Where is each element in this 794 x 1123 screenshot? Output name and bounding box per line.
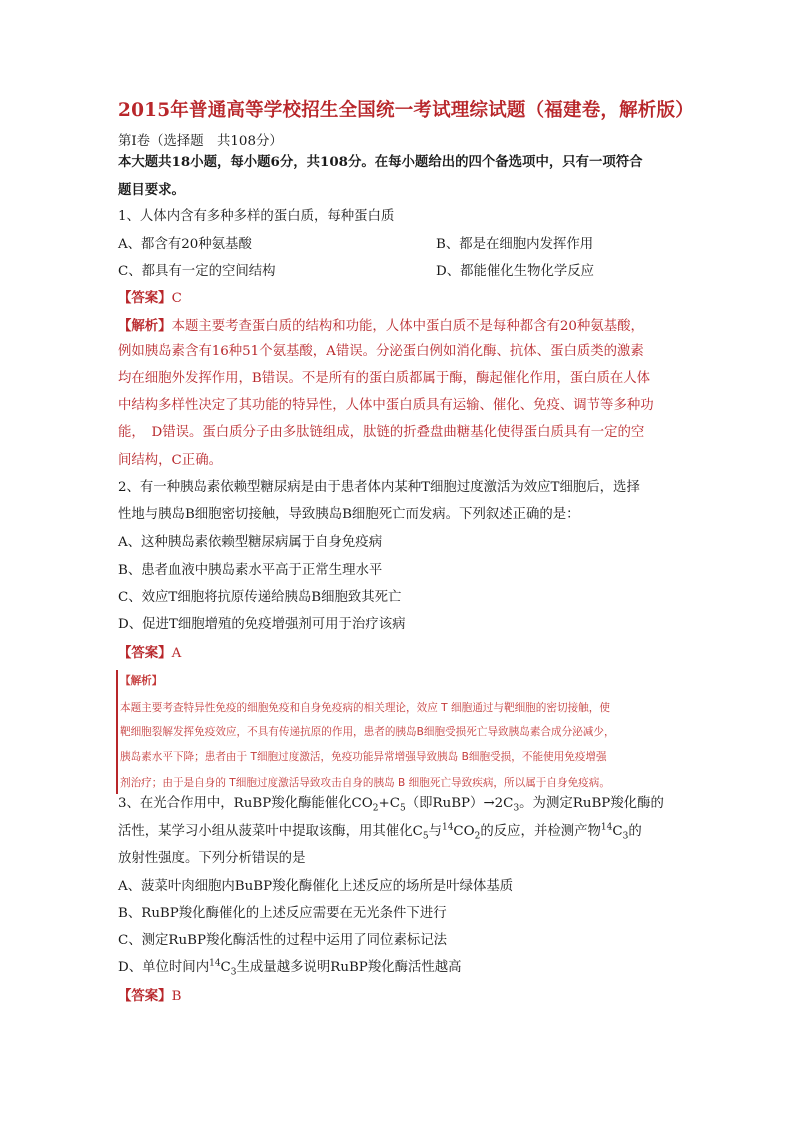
q2-option-c: C、效应T细胞将抗原传递给胰岛B细胞致其死亡 bbox=[118, 590, 402, 605]
q3-option-c: C、测定RuBP羧化酶活性的过程中运用了同位素标记法 bbox=[118, 933, 448, 948]
subscript: 3 bbox=[622, 831, 629, 842]
q1-analysis-line-4: 中结构多样性决定了其功能的特异性，人体中蛋白质具有运输、催化、免疫、调节等多种功 bbox=[118, 398, 654, 413]
q2-answer bbox=[118, 643, 181, 664]
q2-analysis-line-1: 本题主要考查特异性免疫的细胞免疫和自身免疫病的相关理论，效应 T 细胞通过与靶细胞的密切接触，使 bbox=[120, 702, 610, 714]
superscript: 14 bbox=[441, 822, 454, 833]
q1-option-d: D、都能催化生物化学反应 bbox=[436, 264, 595, 279]
document-title: 2015年普通高等学校招生全国统一考试理综试题（福建卷，解析版） bbox=[118, 100, 694, 121]
q1-stem: 1、人体内含有多种多样的蛋白质，每种蛋白质 bbox=[118, 209, 395, 224]
q1-analysis-line-1 bbox=[118, 316, 644, 337]
q1-analysis-line-6: 间结构，C正确。 bbox=[118, 453, 222, 468]
q3-text: 的反应，并检测产物 bbox=[480, 824, 601, 839]
q3-text: D、单位时间内 bbox=[118, 960, 210, 975]
answer-value: A bbox=[171, 646, 182, 661]
superscript: 14 bbox=[600, 822, 613, 833]
q1-analysis-line-3: 均在细胞外发挥作用，B错误。不是所有的蛋白质都属于酶，酶起催化作用，蛋白质在人体 bbox=[118, 371, 651, 386]
instructions-line-2: 题目要求。 bbox=[118, 182, 185, 198]
answer-label: 【答案】 bbox=[118, 645, 172, 661]
answer-label: 【答案】 bbox=[118, 290, 172, 306]
answer-value: C bbox=[171, 291, 182, 306]
subscript: 5 bbox=[422, 831, 429, 842]
q1-analysis-line-5: 能， D错误。蛋白质分子由多肽链组成，肽链的折叠盘曲糖基化使得蛋白质具有一定的空 bbox=[118, 425, 645, 440]
q2-stem-line-1: 2、有一种胰岛素依赖型糖尿病是由于患者体内某种T细胞过度激活为效应T细胞后，选择 bbox=[118, 480, 640, 495]
q3-option-b: B、RuBP羧化酶催化的上述反应需要在无光条件下进行 bbox=[118, 906, 447, 921]
q2-analysis-line-2: 靶细胞裂解发挥免疫效应，不具有传递抗原的作用，患者的胰岛B细胞受损死亡导致胰岛素合成分泌减少， bbox=[120, 726, 615, 738]
q1-analysis-line-2: 例如胰岛素含有16种51个氨基酸，A错误。分泌蛋白例如消化酶、抗体、蛋白质类的激素 bbox=[118, 344, 644, 359]
q3-stem-line-3: 放射性强度。下列分析错误的是 bbox=[118, 851, 306, 866]
q3-option-a: A、菠菜叶肉细胞内BuBP羧化酶催化上述反应的场所是叶绿体基质 bbox=[118, 879, 514, 894]
q2-analysis-line-4: 剂治疗；由于是自身的 T细胞过度激活导致攻击自身的胰岛 B 细胞死亡导致疾病，所以属于自身免疫病。 bbox=[120, 777, 610, 789]
q2-option-b: B、患者血液中胰岛素水平高于正常生理水平 bbox=[118, 563, 383, 578]
analysis-text: 本题主要考查蛋白质的结构和功能，人体中蛋白质不是每种都含有20种氨基酸， bbox=[171, 319, 644, 334]
q1-option-a: A、都含有20种氨基酸 bbox=[118, 237, 252, 252]
subscript: 3 bbox=[513, 803, 520, 814]
q2-option-a: A、这种胰岛素依赖型糖尿病属于自身免疫病 bbox=[118, 535, 383, 550]
q3-text: 。为测定RuBP羧化酶的 bbox=[519, 796, 664, 811]
q3-text: 生成量越多说明RuBP羧化酶活性越高 bbox=[236, 960, 462, 975]
q3-text: C bbox=[612, 824, 623, 839]
q3-text: CO bbox=[453, 824, 475, 839]
q1-options-row-2 bbox=[118, 262, 595, 282]
instructions-line-1: 本大题共18小题，每小题6分，共108分。在每小题给出的四个备选项中，只有一项符合 bbox=[118, 154, 643, 170]
q3-answer bbox=[118, 986, 181, 1007]
subscript: 2 bbox=[474, 831, 481, 842]
q3-text: C bbox=[220, 960, 231, 975]
q3-stem-line-2 bbox=[118, 822, 642, 842]
q1-option-b: B、都是在细胞内发挥作用 bbox=[436, 237, 594, 252]
q3-text: 3、在光合作用中，RuBP羧化酶能催化CO bbox=[118, 796, 373, 811]
q3-stem-line-1 bbox=[118, 794, 664, 814]
q2-analysis-label: 【解析】 bbox=[120, 675, 163, 687]
q2-option-d: D、促进T细胞增殖的免疫增强剂可用于治疗该病 bbox=[118, 617, 406, 632]
q3-text: 活性，某学习小组从菠菜叶中提取该酶，用其催化C bbox=[118, 824, 423, 839]
subscript: 2 bbox=[372, 803, 379, 814]
q3-text: （即RuBP）→2C bbox=[405, 796, 514, 811]
analysis-label: 【解析】 bbox=[118, 318, 172, 334]
q3-text: +C bbox=[378, 796, 400, 811]
q3-text: 的 bbox=[628, 824, 642, 839]
q3-text: 与 bbox=[428, 824, 442, 839]
q1-options-row-1 bbox=[118, 235, 594, 255]
q1-option-c: C、都具有一定的空间结构 bbox=[118, 264, 276, 279]
answer-value: B bbox=[171, 989, 182, 1004]
answer-label: 【答案】 bbox=[118, 988, 172, 1004]
q2-analysis-line-3: 胰岛素水平下降；患者由于 T细胞过度激活，免疫功能异常增强导致胰岛 B细胞受损，不能使用免疫增强 bbox=[120, 751, 607, 763]
q3-option-d bbox=[118, 958, 462, 978]
subscript: 5 bbox=[399, 803, 406, 814]
section-header: 第Ⅰ卷（选择题 共108分） bbox=[118, 134, 283, 149]
subscript: 3 bbox=[230, 967, 237, 978]
q2-stem-line-2: 性地与胰岛B细胞密切接触，导致胰岛B细胞死亡而发病。下列叙述正确的是： bbox=[118, 507, 580, 522]
q1-answer bbox=[118, 288, 182, 309]
superscript: 14 bbox=[209, 958, 221, 969]
